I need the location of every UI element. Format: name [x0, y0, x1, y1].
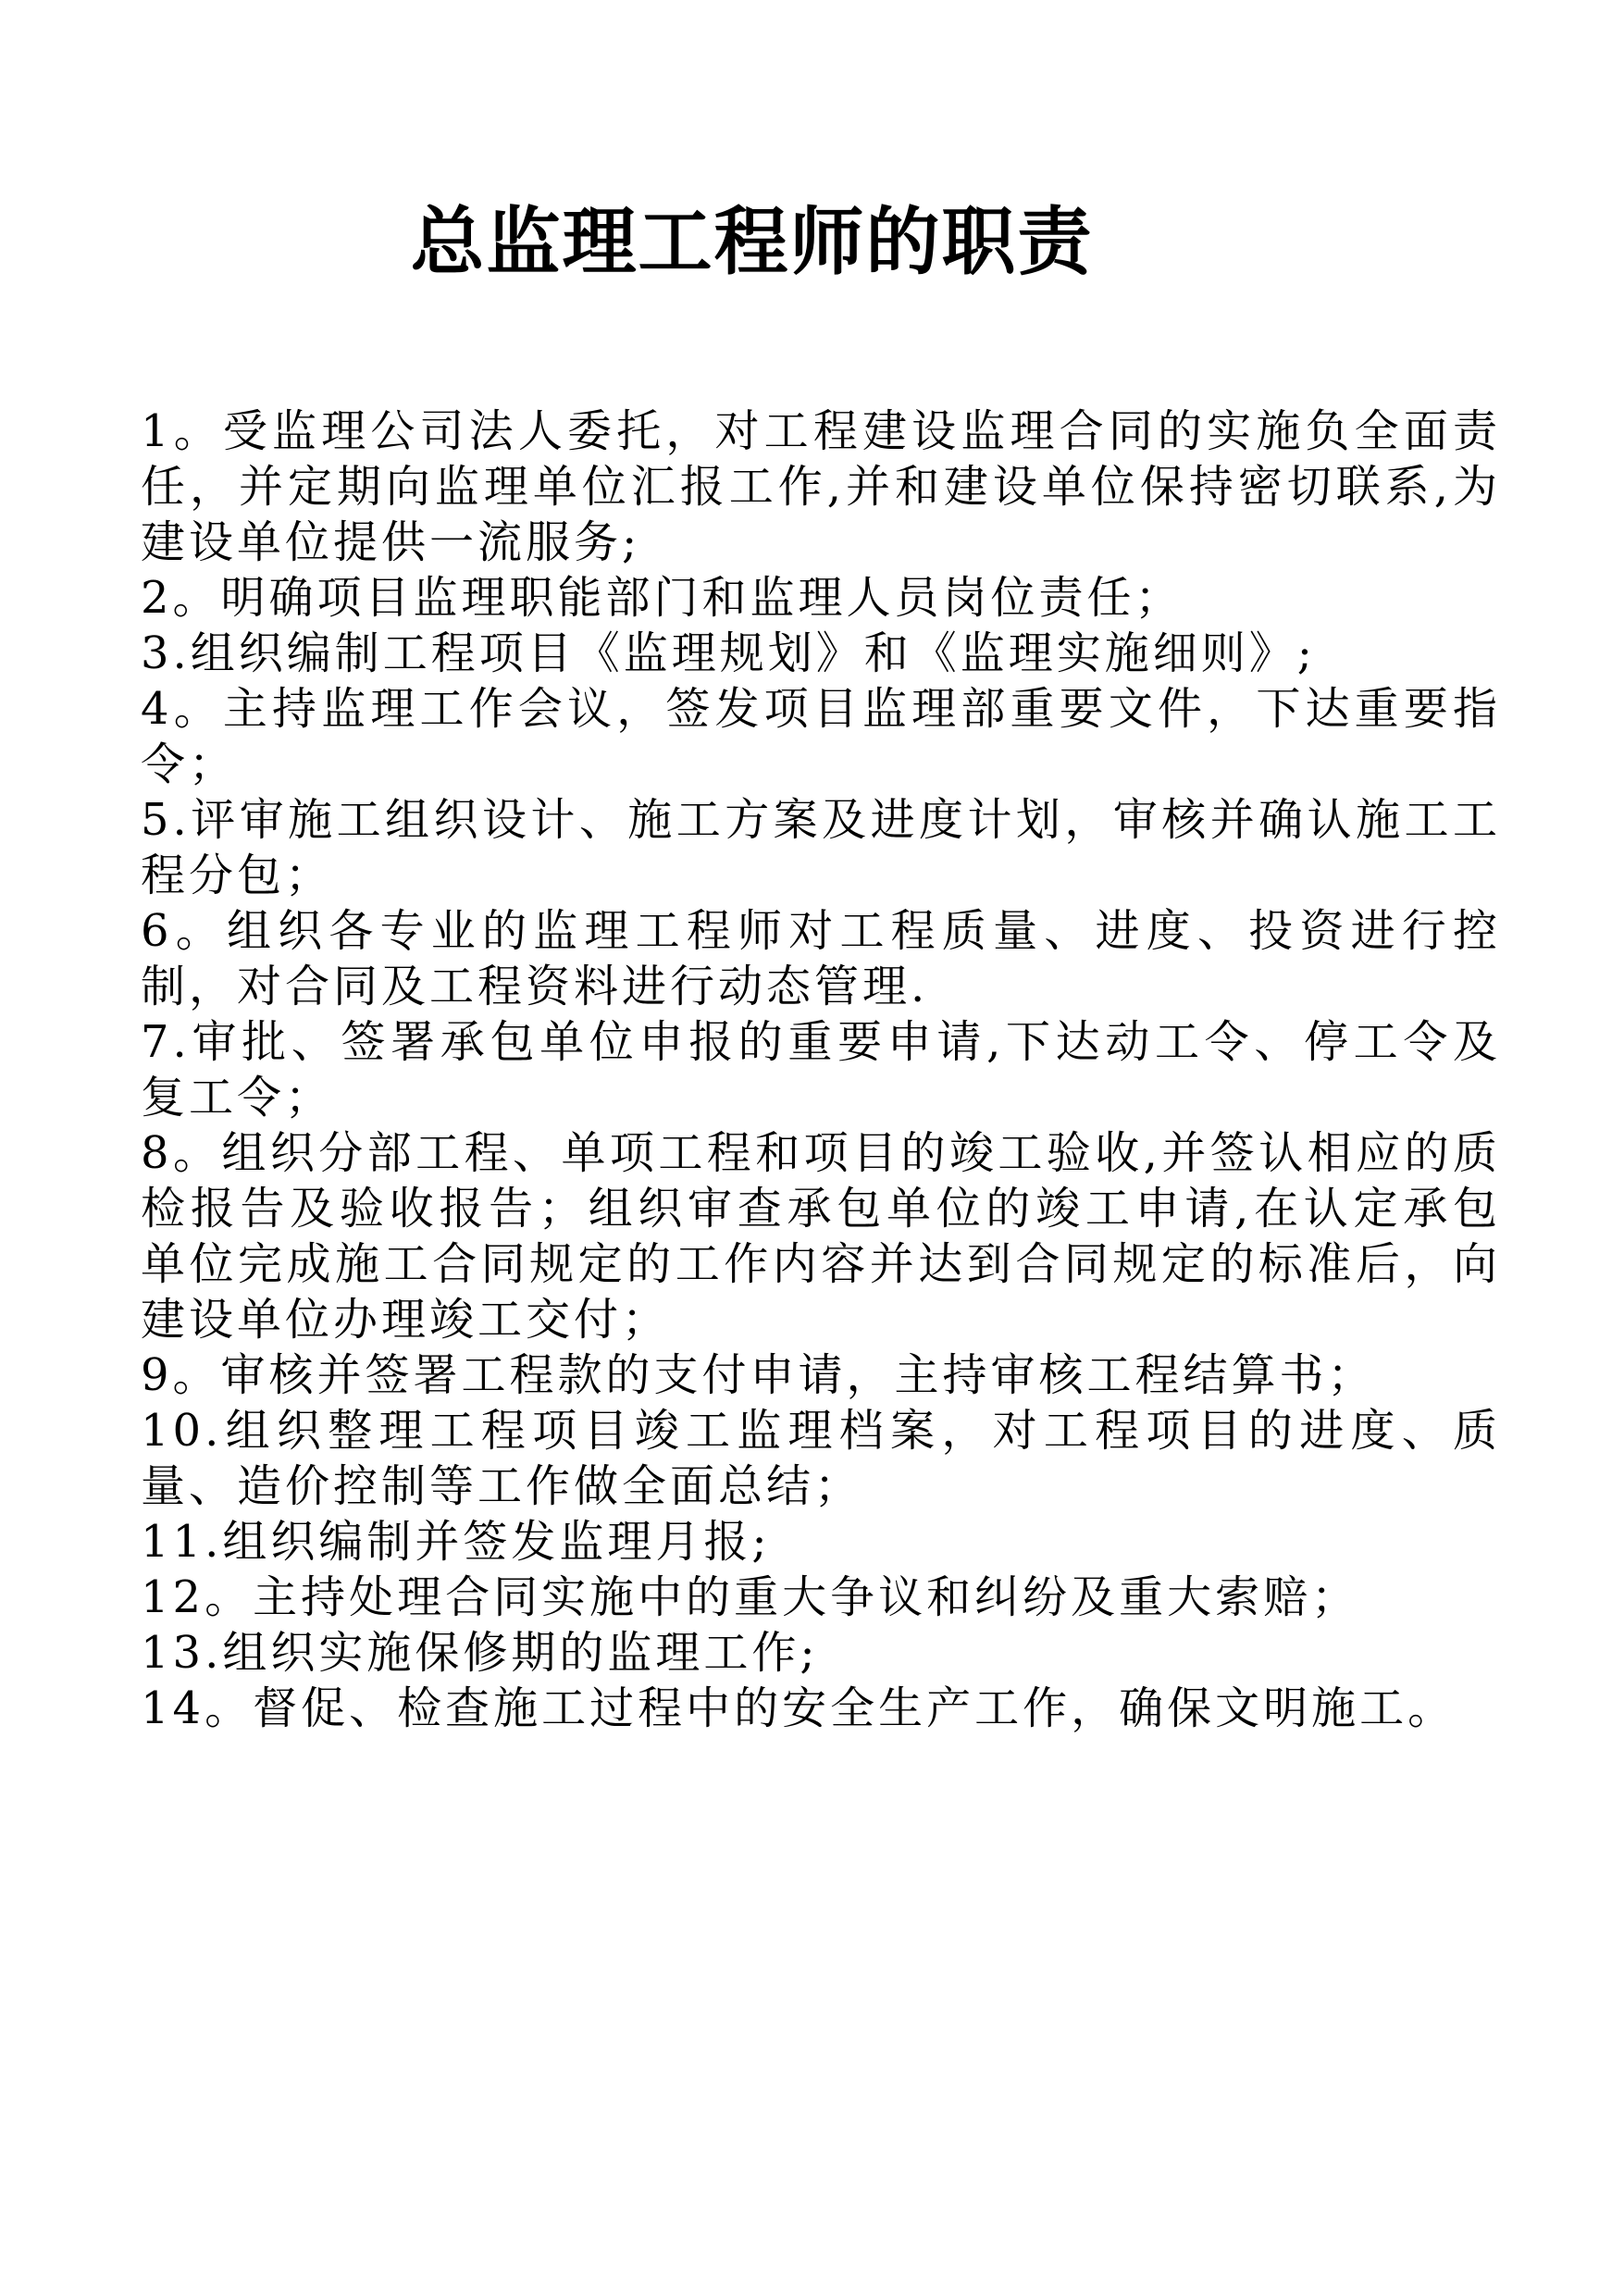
duty-list [141, 403, 1501, 1736]
duty-item-5: 5.评审施工组织设计、施工方案及进度计划，审核并确认施工工程分包； [141, 794, 1501, 901]
duty-item-10: 10.组织整理工程项目竣工监理档案，对工程项目的进度、质量、造价控制等工作做全面总结； [141, 1405, 1501, 1512]
duty-item-3: 3.组织编制工程项目《监理规划》和《监理实施细则》; [141, 627, 1316, 679]
duty-item-7: 7.审批、签署承包单位申报的重要申请,下达动工令、停工令及复工令； [141, 1016, 1501, 1123]
duty-item-13: 13.组织实施保修期的监理工作; [141, 1627, 819, 1679]
duty-item-11: 11.组织编制并签发监理月报; [141, 1516, 771, 1568]
duty-item-14: 14。督促、检查施工过程中的安全生产工作，确保文明施工。 [141, 1682, 1457, 1734]
duty-item-6: 6。组织各专业的监理工程师对工程质量、进度、投资进行控制，对合同及工程资料进行动态管理. [141, 905, 1501, 1012]
duty-item-8: 8。组织分部工程、单项工程和项目的竣工验收,并签认相应的质检报告及验收报告；组织审查承包单位的竣工申请,在认定承包单位完成施工合同规定的工作内容并达到合同规定的标准后，向建设单位办理竣工交付； [141, 1127, 1501, 1346]
document-title: 总监理工程师的职责 [410, 199, 1094, 285]
duty-item-9: 9。审核并签署工程款的支付申请，主持审核工程结算书； [141, 1349, 1376, 1401]
duty-item-2: 2。明确项目监理职能部门和监理人员岗位责任； [141, 572, 1184, 624]
duty-item-12: 12。主持处理合同实施中的重大争议和纠纷及重大索赔； [141, 1571, 1360, 1623]
duty-item-4: 4。主持监理工作会议，签发项目监理部重要文件，下达重要指令； [141, 683, 1501, 790]
duty-item-1: 1。受监理公司法人委托，对工程建设监理合同的实施负全面责任，并定期向监理单位汇报工作,并和建设单位保持密切联系,为建设单位提供一流服务; [141, 405, 1501, 568]
